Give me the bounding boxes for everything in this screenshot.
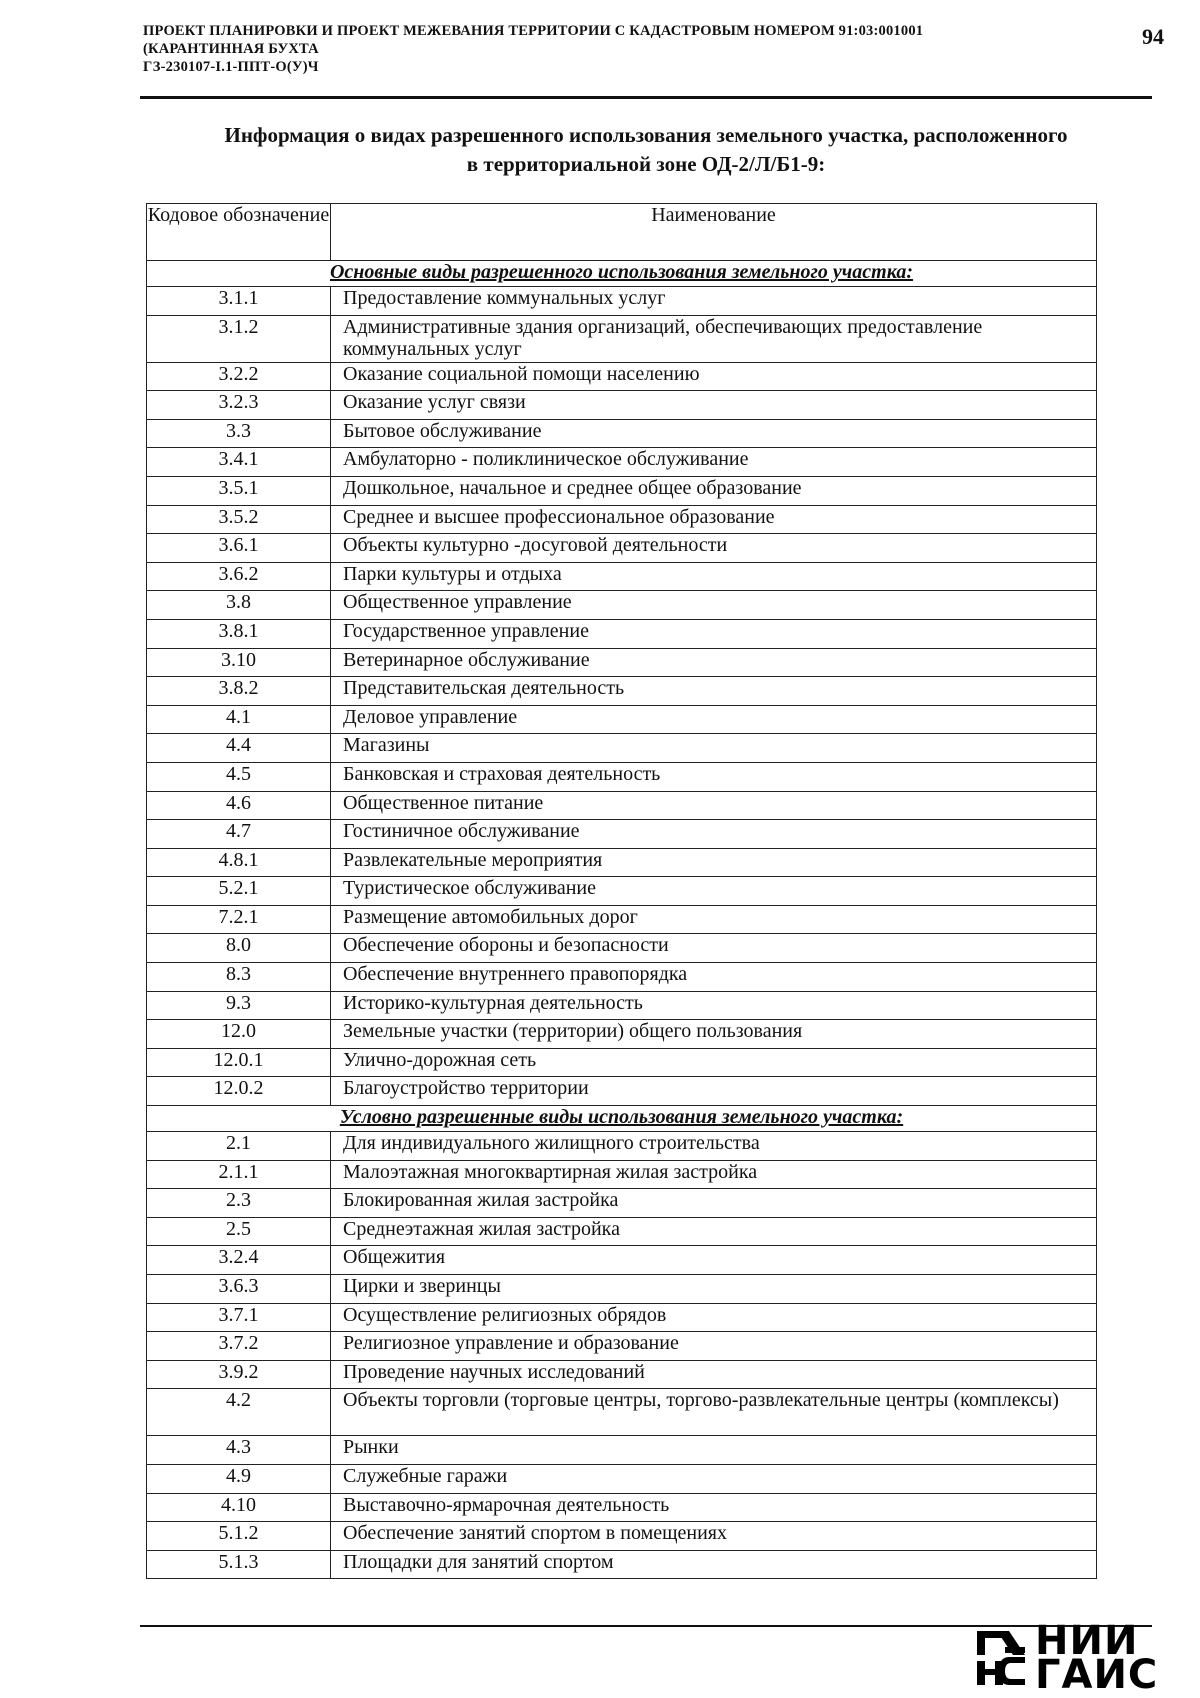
- name-cell: Блокированная жилая застройка: [331, 1189, 1097, 1218]
- code-cell: 3.2.2: [147, 362, 331, 391]
- code-cell: 9.3: [147, 991, 331, 1020]
- table-row: [147, 1436, 1097, 1465]
- name-cell: Деловое управление: [331, 705, 1097, 734]
- code-cell: 3.8.2: [147, 677, 331, 706]
- code-cell: 3.6.3: [147, 1275, 331, 1304]
- name-cell: Проведение научных исследований: [331, 1360, 1097, 1389]
- name-cell: Магазины: [331, 734, 1097, 763]
- name-cell: Объекты торговли (торговые центры, торгово-развлекательные центры (комплексы): [331, 1389, 1097, 1436]
- table-row: [147, 1189, 1097, 1218]
- table-row: [147, 591, 1097, 620]
- table-row: [147, 762, 1097, 791]
- table-row: [147, 1048, 1097, 1077]
- code-cell: 4.5: [147, 762, 331, 791]
- code-cell: 4.1: [147, 705, 331, 734]
- code-cell: 3.5.2: [147, 505, 331, 534]
- name-cell: Служебные гаражи: [331, 1464, 1097, 1493]
- table-row: [147, 734, 1097, 763]
- table-header-row: [147, 204, 1097, 261]
- code-cell: 7.2.1: [147, 905, 331, 934]
- table-row: [147, 1160, 1097, 1189]
- name-cell: Земельные участки (территории) общего пользования: [331, 1020, 1097, 1049]
- table-row: [147, 791, 1097, 820]
- name-cell: Осуществление религиозных обрядов: [331, 1303, 1097, 1332]
- table-row: [147, 1217, 1097, 1246]
- code-cell: 3.1.1: [147, 287, 331, 316]
- table-row: [147, 534, 1097, 563]
- name-cell: Оказание услуг связи: [331, 391, 1097, 420]
- name-cell: Объекты культурно -досуговой деятельности: [331, 534, 1097, 563]
- header-line-2: (КАРАНТИННАЯ БУХТА: [143, 41, 319, 57]
- code-cell: 3.3: [147, 419, 331, 448]
- table-row: [147, 991, 1097, 1020]
- table-row: [147, 315, 1097, 362]
- table-row: [147, 905, 1097, 934]
- table-row: [147, 963, 1097, 992]
- table-row: [147, 476, 1097, 505]
- header-line-1: ПРОЕКТ ПЛАНИРОВКИ И ПРОЕКТ МЕЖЕВАНИЯ ТЕРРИТОРИИ С КАДАСТРОВЫМ НОМЕРОМ 91:03:001001: [143, 23, 924, 39]
- code-cell: 3.2.3: [147, 391, 331, 420]
- code-cell: 3.5.1: [147, 476, 331, 505]
- table-row: [147, 1020, 1097, 1049]
- page-title: [140, 121, 1152, 179]
- code-cell: 3.2.4: [147, 1246, 331, 1275]
- section-title-cell: [147, 261, 1097, 287]
- code-cell: 3.7.1: [147, 1303, 331, 1332]
- section-title-cell: [147, 1106, 1097, 1132]
- name-cell: Амбулаторно - поликлиническое обслуживание: [331, 448, 1097, 477]
- name-cell: Предоставление коммунальных услуг: [331, 287, 1097, 316]
- code-cell: 3.6.2: [147, 562, 331, 591]
- table-row: [147, 1493, 1097, 1522]
- logo-line-1: НИИ: [1035, 1618, 1139, 1664]
- name-cell: Обеспечение обороны и безопасности: [331, 934, 1097, 963]
- name-cell: Для индивидуального жилищного строительства: [331, 1132, 1097, 1161]
- name-cell: Площадки для занятий спортом: [331, 1550, 1097, 1579]
- code-cell: 2.1.1: [147, 1160, 331, 1189]
- table-row: [147, 362, 1097, 391]
- code-cell: 8.3: [147, 963, 331, 992]
- code-cell: 2.3: [147, 1189, 331, 1218]
- code-cell: 4.4: [147, 734, 331, 763]
- institute-logo-icon: [975, 1627, 1029, 1689]
- code-cell: 3.10: [147, 648, 331, 677]
- table-row: [147, 677, 1097, 706]
- name-cell: Малоэтажная многоквартирная жилая застройка: [331, 1160, 1097, 1189]
- name-cell: Парки культуры и отдыха: [331, 562, 1097, 591]
- table-row: [147, 1077, 1097, 1106]
- code-cell: 3.1.2: [147, 315, 331, 362]
- table-section-header: [147, 261, 1097, 287]
- name-cell: Историко-культурная деятельность: [331, 991, 1097, 1020]
- header-line-3: ГЗ-230107-I.1-ППТ-О(У)Ч: [143, 59, 319, 75]
- table-row: [147, 619, 1097, 648]
- code-cell: 8.0: [147, 934, 331, 963]
- table-row: [147, 419, 1097, 448]
- name-cell: Общественное управление: [331, 591, 1097, 620]
- table-row: [147, 648, 1097, 677]
- table-row: [147, 1389, 1097, 1436]
- code-cell: 4.3: [147, 1436, 331, 1465]
- table-row: [147, 505, 1097, 534]
- code-cell: 3.7.2: [147, 1332, 331, 1361]
- table-row: [147, 1132, 1097, 1161]
- code-cell: 5.1.2: [147, 1522, 331, 1551]
- name-cell: Общежития: [331, 1246, 1097, 1275]
- code-cell: 3.8.1: [147, 619, 331, 648]
- page-number: 94: [1142, 24, 1164, 49]
- logo-line-2: ГАИС: [1035, 1652, 1159, 1698]
- code-cell: 5.2.1: [147, 877, 331, 906]
- code-cell: 4.7: [147, 820, 331, 849]
- name-cell: Улично-дорожная сеть: [331, 1048, 1097, 1077]
- code-cell: 4.2: [147, 1389, 331, 1436]
- code-cell: 12.0: [147, 1020, 331, 1049]
- name-cell: Государственное управление: [331, 619, 1097, 648]
- code-cell: 12.0.1: [147, 1048, 331, 1077]
- name-cell: Рынки: [331, 1436, 1097, 1465]
- name-cell: Цирки и зверинцы: [331, 1275, 1097, 1304]
- name-cell: Размещение автомобильных дорог: [331, 905, 1097, 934]
- name-cell: Ветеринарное обслуживание: [331, 648, 1097, 677]
- column-header-name: Наименование: [331, 204, 1097, 261]
- code-cell: 4.10: [147, 1493, 331, 1522]
- name-cell: Гостиничное обслуживание: [331, 820, 1097, 849]
- table-row: [147, 705, 1097, 734]
- code-cell: 3.6.1: [147, 534, 331, 563]
- title-line-2: в территориальной зоне ОД-2/Л/Б1-9:: [466, 152, 826, 176]
- code-cell: 4.8.1: [147, 848, 331, 877]
- code-cell: 2.5: [147, 1217, 331, 1246]
- table-row: [147, 1332, 1097, 1361]
- table-row: [147, 287, 1097, 316]
- section-title: Условно разрешенные виды использования земельного участка:: [339, 1106, 904, 1129]
- table-row: [147, 820, 1097, 849]
- title-line-1: Информация о видах разрешенного использования земельного участка, расположенного: [224, 123, 1068, 147]
- code-cell: 3.8: [147, 591, 331, 620]
- name-cell: Бытовое обслуживание: [331, 419, 1097, 448]
- table-row: [147, 448, 1097, 477]
- name-cell: Общественное питание: [331, 791, 1097, 820]
- table-row: [147, 1275, 1097, 1304]
- header-divider: [140, 96, 1152, 99]
- permitted-use-table-container: [146, 203, 1096, 1579]
- name-cell: Обеспечение внутреннего правопорядка: [331, 963, 1097, 992]
- name-cell: Среднее и высшее профессиональное образование: [331, 505, 1097, 534]
- code-cell: 3.9.2: [147, 1360, 331, 1389]
- institute-logo: [975, 1618, 1165, 1698]
- section-title: Основные виды разрешенного использования земельного участка:: [329, 261, 914, 283]
- name-cell: Представительская деятельность: [331, 677, 1097, 706]
- document-header: [143, 22, 1103, 76]
- name-cell: Религиозное управление и образование: [331, 1332, 1097, 1361]
- name-cell: Выставочно-ярмарочная деятельность: [331, 1493, 1097, 1522]
- table-row: [147, 1246, 1097, 1275]
- table-row: [147, 848, 1097, 877]
- table-section-header: [147, 1106, 1097, 1132]
- table-row: [147, 1550, 1097, 1579]
- name-cell: Оказание социальной помощи населению: [331, 362, 1097, 391]
- name-cell: Среднеэтажная жилая застройка: [331, 1217, 1097, 1246]
- name-cell: Благоустройство территории: [331, 1077, 1097, 1106]
- table-row: [147, 1360, 1097, 1389]
- column-header-code: Кодовое обозначение: [147, 204, 331, 261]
- name-cell: Туристическое обслуживание: [331, 877, 1097, 906]
- table-row: [147, 562, 1097, 591]
- table-row: [147, 1464, 1097, 1493]
- code-cell: 3.4.1: [147, 448, 331, 477]
- table-row: [147, 391, 1097, 420]
- code-cell: 5.1.3: [147, 1550, 331, 1579]
- name-cell: Административные здания организаций, обеспечивающих предоставление коммунальных услуг: [331, 315, 1097, 362]
- table-row: [147, 1522, 1097, 1551]
- table-row: [147, 1303, 1097, 1332]
- permitted-use-table: [146, 203, 1097, 1579]
- table-body: [147, 261, 1097, 1579]
- code-cell: 4.6: [147, 791, 331, 820]
- name-cell: Развлекательные мероприятия: [331, 848, 1097, 877]
- code-cell: 4.9: [147, 1464, 331, 1493]
- table-row: [147, 934, 1097, 963]
- name-cell: Обеспечение занятий спортом в помещениях: [331, 1522, 1097, 1551]
- name-cell: Дошкольное, начальное и среднее общее образование: [331, 476, 1097, 505]
- code-cell: 2.1: [147, 1132, 331, 1161]
- table-row: [147, 877, 1097, 906]
- code-cell: 12.0.2: [147, 1077, 331, 1106]
- name-cell: Банковская и страховая деятельность: [331, 762, 1097, 791]
